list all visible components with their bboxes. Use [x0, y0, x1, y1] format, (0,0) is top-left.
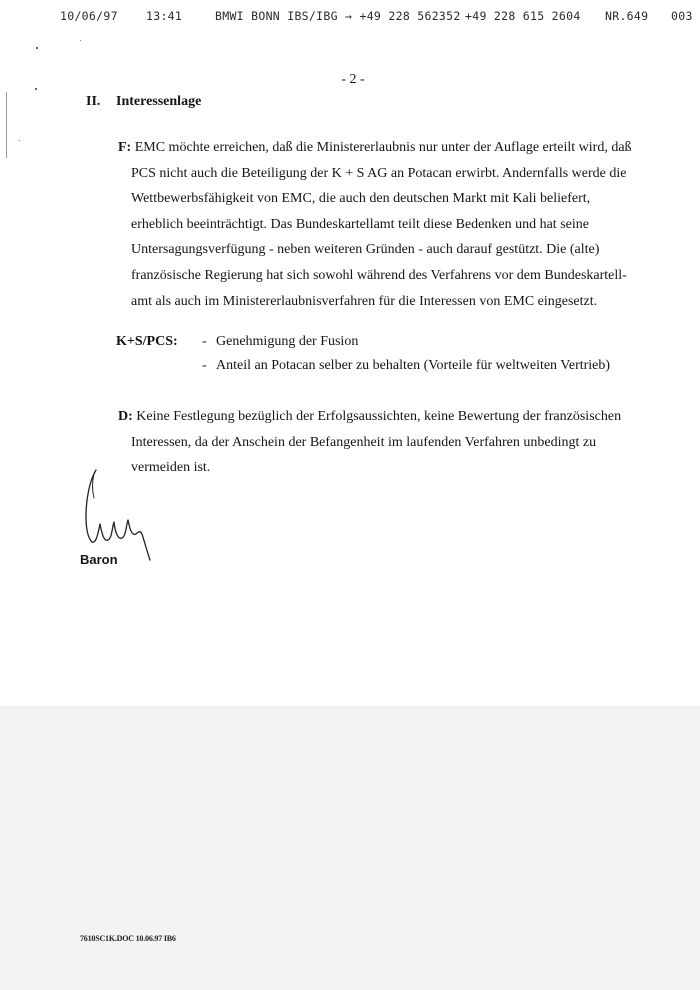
fax-recipient-number: +49 228 615 2604	[465, 9, 581, 23]
bullet-dash: -	[202, 334, 207, 349]
paragraph-line: vermeiden ist.	[131, 460, 211, 476]
paragraph-france	[118, 135, 648, 314]
fax-time: 13:41	[146, 9, 183, 23]
list-item	[116, 330, 610, 354]
fax-date: 10/06/97	[60, 9, 118, 23]
section-numeral: II.	[86, 94, 101, 109]
speaker-label: F:	[118, 140, 132, 155]
position-item: Genehmigung der Fusion	[216, 334, 359, 349]
section-title: Interessenlage	[116, 94, 202, 109]
paragraph-line: französische Regierung hat sich sowohl während des Verfahrens vor dem Bundeskartell-	[131, 267, 627, 283]
paragraph-first-line	[118, 404, 648, 430]
paragraph-line: Wettbewerbsfähigkeit von EMC, die auch den deutschen Markt mit Kali beliefert,	[131, 191, 591, 207]
scan-artifact-line	[6, 92, 7, 158]
speaker-label: D:	[118, 409, 133, 424]
paragraph-germany	[118, 404, 648, 481]
paragraph-text: EMC möchte erreichen, daß die Ministererlaubnis nur unter der Auflage erteilt wird, daß	[134, 140, 632, 155]
party-label-spacer	[116, 354, 202, 378]
paragraph-line: PCS nicht auch die Beteiligung der K + S AG an Potacan erwirbt. Andernfalls werde die	[131, 165, 627, 181]
fax-sender: BMWI BONN IBS/IBG → +49 228 562352	[215, 9, 461, 23]
bullet-dash: -	[202, 358, 207, 373]
page-number: - 2 -	[341, 72, 365, 87]
scan-background-shade	[0, 706, 700, 990]
section-heading	[86, 94, 201, 110]
paragraph-line: erheblich beeinträchtigt. Das Bundeskartellamt teilt diese Bedenken und hat seine	[131, 216, 589, 232]
paragraph-first-line	[118, 135, 648, 161]
scan-artifact-dot	[19, 140, 20, 141]
position-item: Anteil an Potacan selber zu behalten (Vorteile für weltweiten Vertrieb)	[216, 358, 611, 373]
document-file-reference: 7610SC1K.DOC 10.06.97 IB6	[80, 934, 176, 943]
paragraph-line: Untersagungsverfügung - neben weiteren Gründen - auch darauf gestützt. Die (alte)	[131, 242, 600, 258]
fax-transmission-number: NR.649	[605, 9, 649, 23]
fax-page-counter: 003	[671, 9, 693, 23]
list-item	[116, 354, 610, 378]
party-label: K+S/PCS:	[116, 334, 178, 349]
paragraph-text: Keine Festlegung bezüglich der Erfolgsaussichten, keine Bewertung der französischen	[136, 409, 622, 424]
scan-artifact-dot	[36, 47, 38, 49]
fax-transmission-header	[0, 9, 700, 29]
scan-artifact-dot	[80, 40, 81, 41]
signatory-name: Baron	[80, 552, 118, 567]
party-positions	[116, 330, 610, 378]
paragraph-line: amt als auch im Ministererlaubnisverfahren für die Interessen von EMC eingesetzt.	[131, 293, 598, 309]
scan-artifact-dot	[35, 88, 37, 90]
paragraph-line: Interessen, da der Anschein der Befangenheit im laufenden Verfahren unbedingt zu	[131, 434, 597, 450]
